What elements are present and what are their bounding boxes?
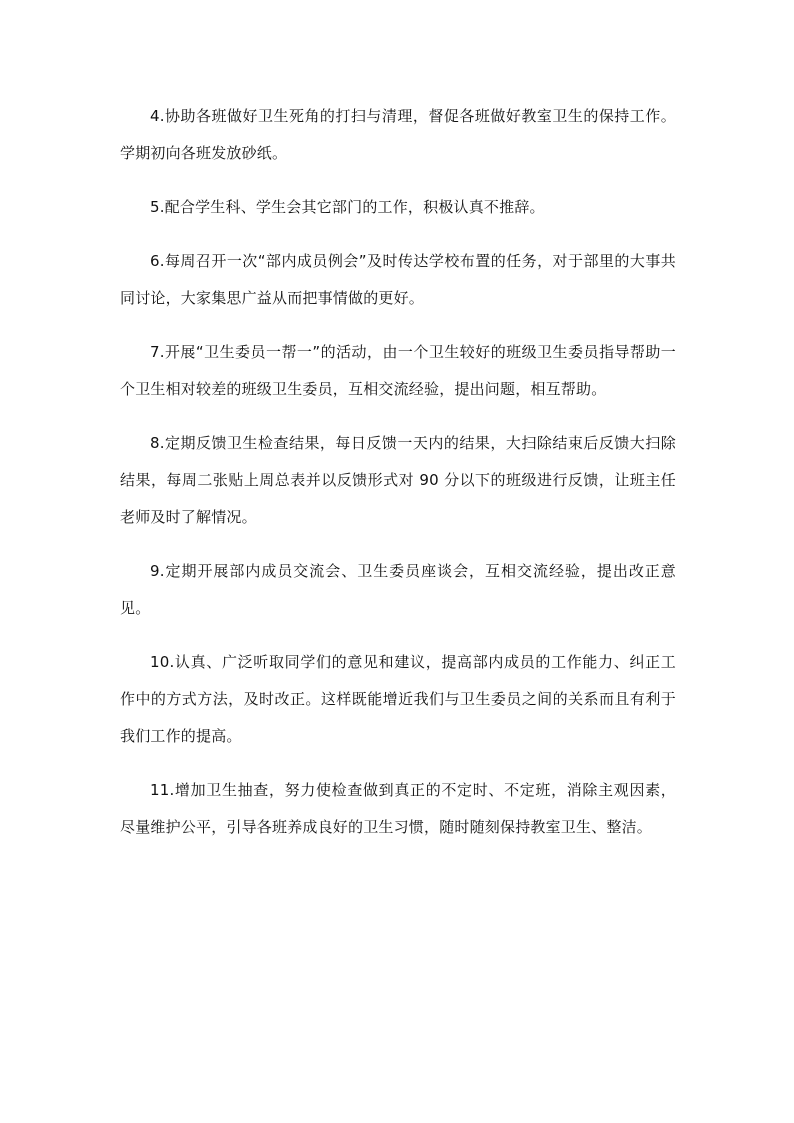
paragraph-item-6: 6.每周召开一次“部内成员例会”及时传达学校布置的任务，对于部里的大事共同讨论，大家集思广益从而把事情做的更好。 [120,252,676,307]
paragraph-item-8: 8.定期反馈卫生检查结果，每日反馈一天内的结果，大扫除结束后反馈大扫除结果，每周二张贴上周总表并以反馈形式对 90 分以下的班级进行反馈，让班主任老师及时了解情况。 [120,434,676,526]
document-body [120,98,676,863]
paragraph-item-4: 4.协助各班做好卫生死角的打扫与清理，督促各班做好教室卫生的保持工作。学期初向各班发放砂纸。 [120,107,676,162]
paragraph-item-9: 9.定期开展部内成员交流会、卫生委员座谈会，互相交流经验，提出改正意见。 [120,562,676,617]
paragraph-item-5: 5.配合学生科、学生会其它部门的工作，积极认真不推辞。 [150,198,545,216]
paragraph-item-11: 11.增加卫生抽查，努力使检查做到真正的不定时、不定班，消除主观因素，尽量维护公平，引导各班养成良好的卫生习惯，随时随刻保持教室卫生、整洁。 [120,781,676,836]
paragraph-item-7: 7.开展“卫生委员一帮一”的活动，由一个卫生较好的班级卫生委员指导帮助一个卫生相对较差的班级卫生委员，互相交流经验，提出问题，相互帮助。 [120,343,676,398]
paragraph-item-10: 10.认真、广泛听取同学们的意见和建议，提高部内成员的工作能力、纠正工作中的方式方法，及时改正。这样既能增近我们与卫生委员之间的关系而且有利于我们工作的提高。 [120,653,676,745]
